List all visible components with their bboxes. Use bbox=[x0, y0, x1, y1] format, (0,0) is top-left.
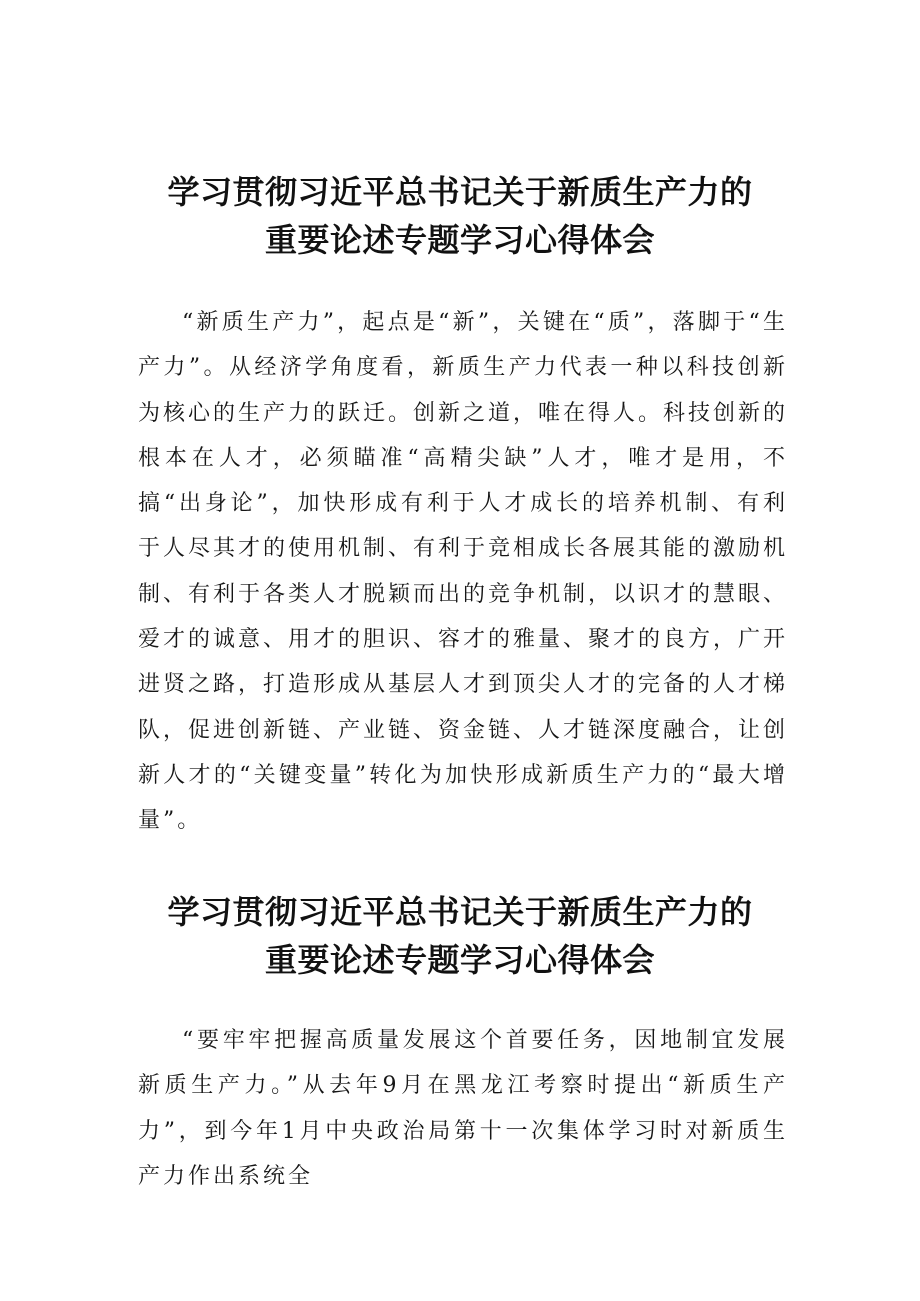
title-line-2: 重要论述专题学习心得体会 bbox=[264, 941, 655, 979]
article-section-1 bbox=[0, 168, 920, 844]
article-title bbox=[0, 168, 920, 264]
title-line-2: 重要论述专题学习心得体会 bbox=[264, 221, 655, 259]
title-line-1: 学习贯彻习近平总书记关于新质生产力的 bbox=[167, 173, 753, 211]
article-paragraph: “新质生产力”，起点是“新”，关键在“质”，落脚于“生产力”。从经济学角度看，新质生产力代表一种以科技创新为核心的生产力的跃迁。创新之道，唯在得人。科技创新的根本在人才，必须瞄准“高精尖缺”人才，唯才是用，不搞“出身论”，加快形成有利于人才成长的培养机制、有利于人尽其才的使用机制、有利于竞相成长各展其能的激励机制、有利于各类人才脱颖而出的竞争机制，以识才的慧眼、爱才的诚意、用才的胆识、容才的雅量、聚才的良方，广开进贤之路，打造形成从基层人才到顶尖人才的完备的人才梯队，促进创新链、产业链、资金链、人才链深度融合，让创新人才的“关键变量”转化为加快形成新质生产力的“最大增量”。 bbox=[138, 310, 789, 834]
title-line-1: 学习贯彻习近平总书记关于新质生产力的 bbox=[167, 893, 753, 931]
article-title bbox=[0, 888, 920, 984]
article-paragraph: “要牢牢把握高质量发展这个首要任务，因地制宜发展新质生产力。”从去年9月在黑龙江考察时提出“新质生产力”，到今年1月中央政治局第十一次集体学习时对新质生产力作出系统全 bbox=[138, 1028, 788, 1189]
article-section-2 bbox=[0, 888, 920, 1199]
